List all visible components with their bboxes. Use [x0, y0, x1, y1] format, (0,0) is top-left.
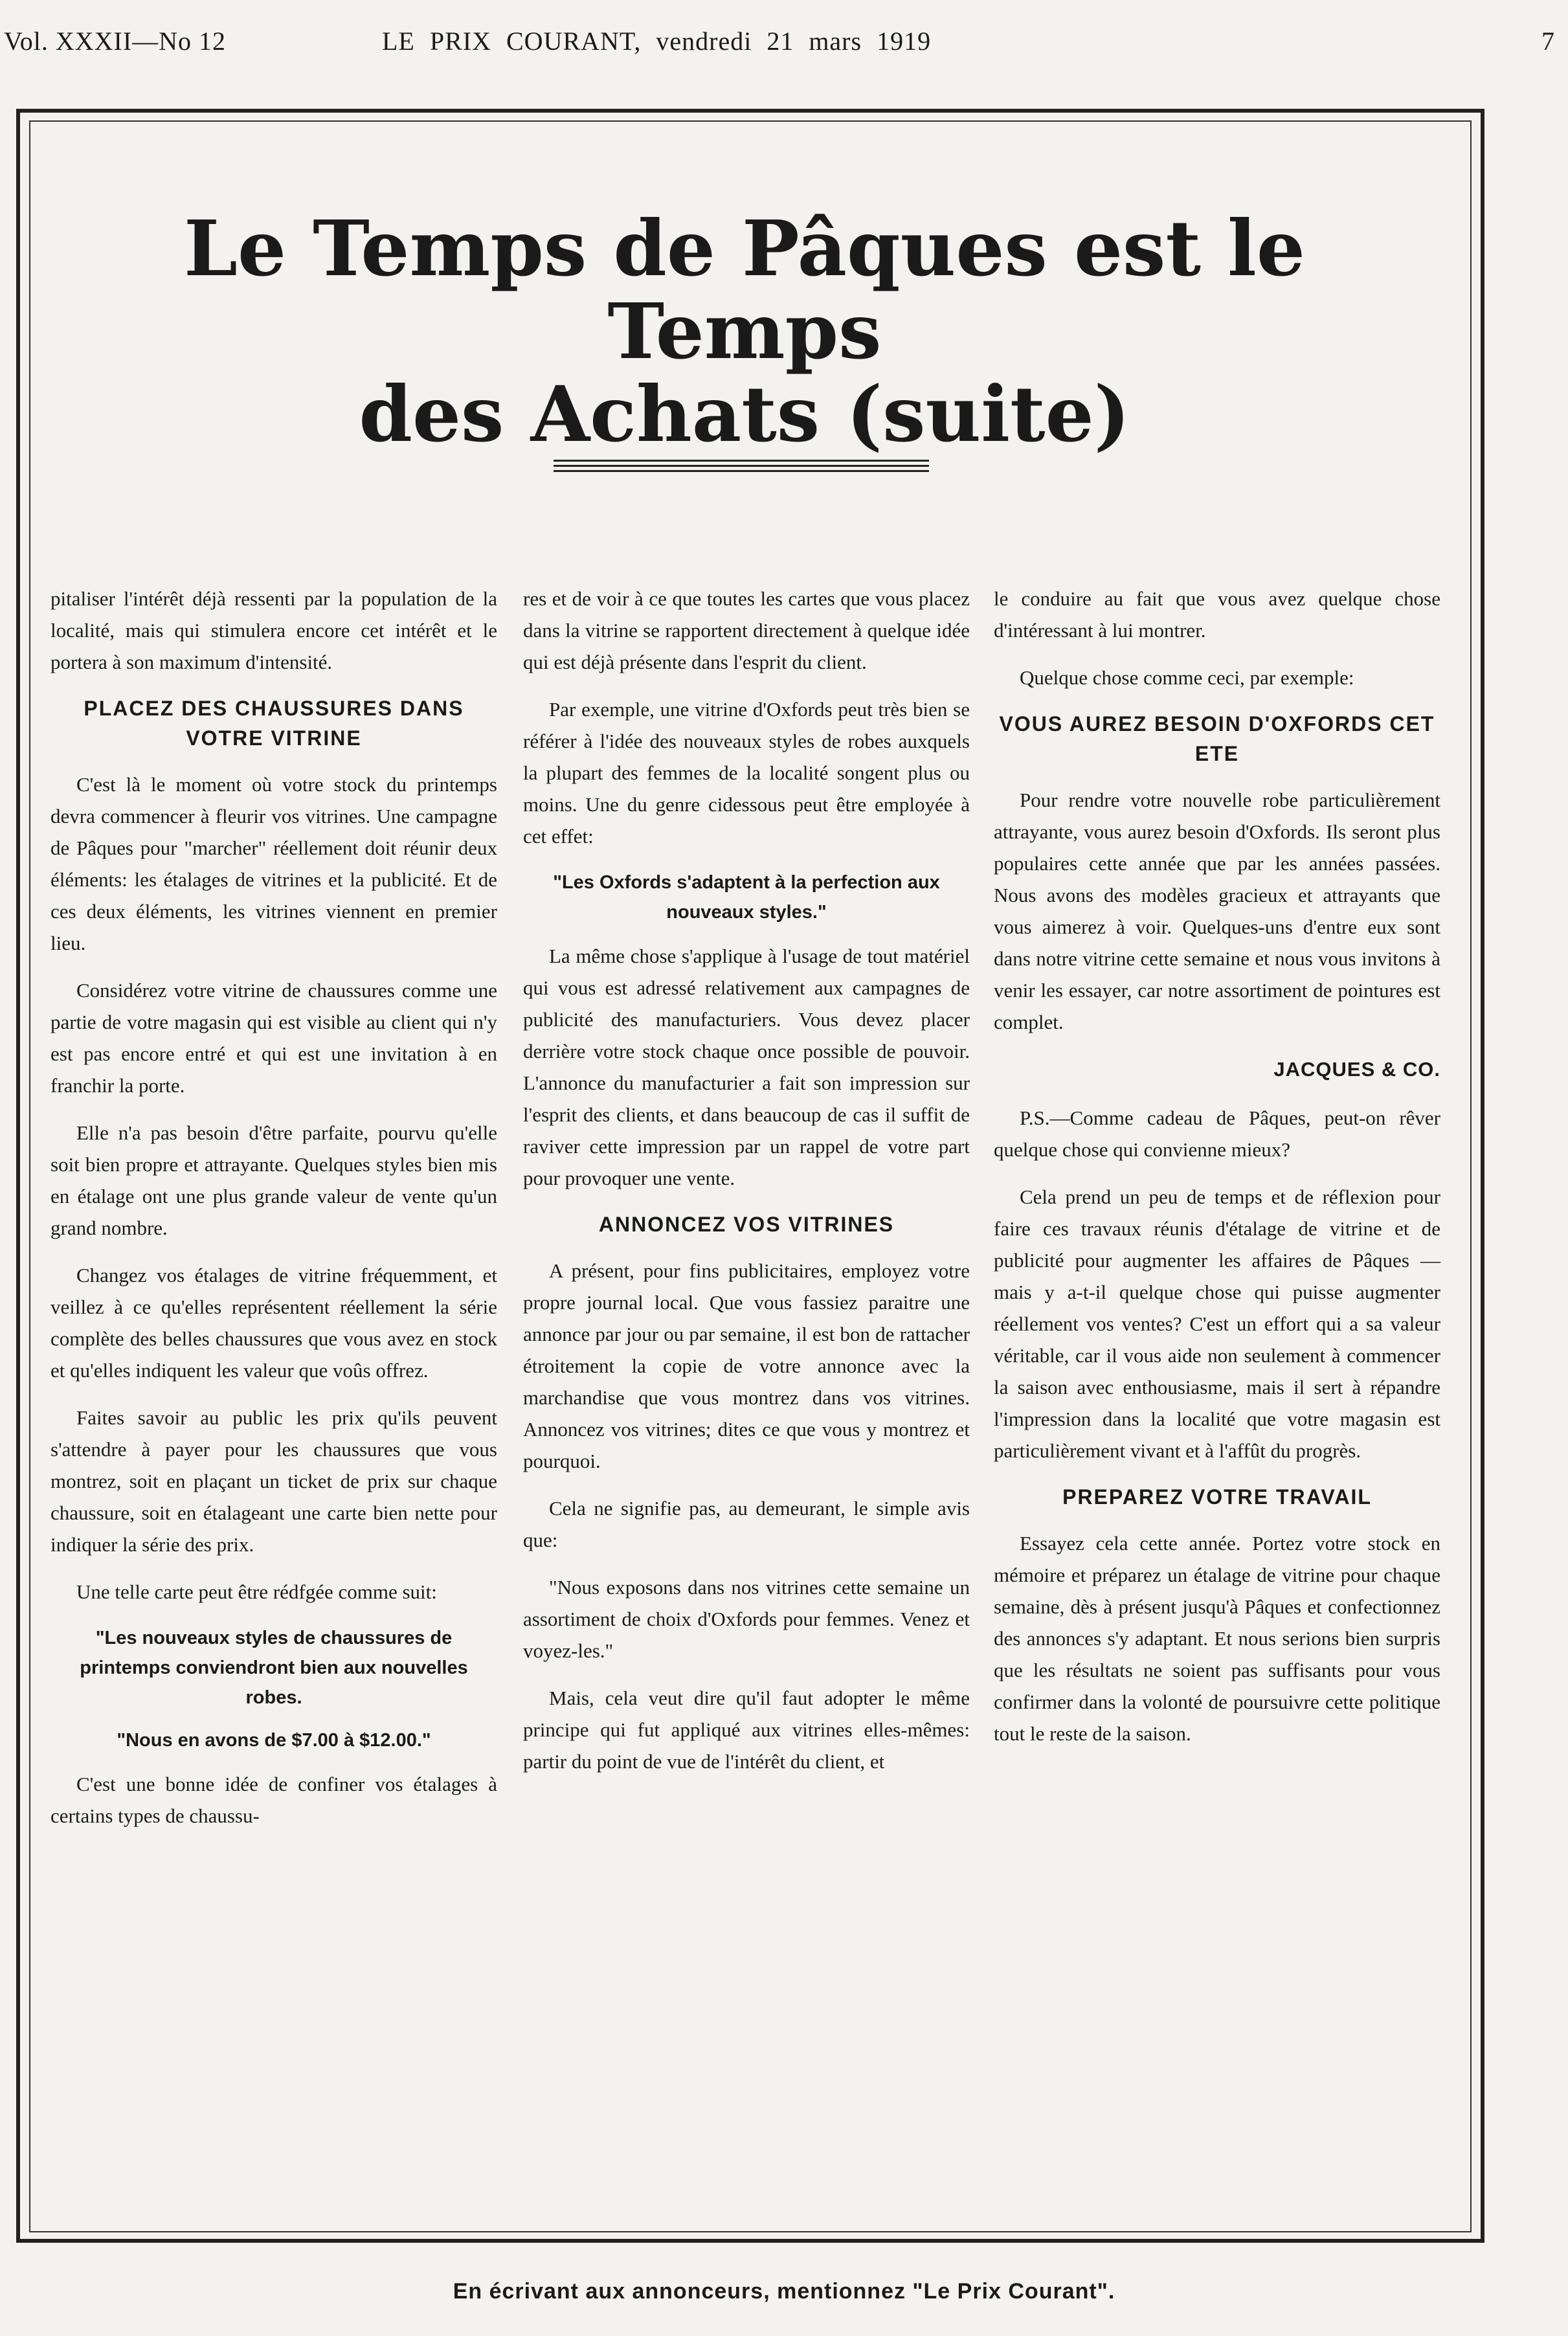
- paragraph: C'est là le moment où votre stock du printemps devra commencer à fleurir vos vitrines. Une campagne de Pâques pour "marcher" réellement doit réunir deux éléments: les étalages de vitrines et la publicité. Et de ces deux éléments, les vitrines viennent en premier lieu.: [50, 773, 497, 954]
- paragraph: pitaliser l'intérêt déjà ressenti par la population de la localité, mais qui stimulera encore cet intérêt et le portera à son maximum d'intensité.: [50, 587, 497, 673]
- paragraph: Pour rendre votre nouvelle robe particulièrement attrayante, vous aurez besoin d'Oxfords. Ils seront plus populaires cette année que par les années passées. Nous avons des modèles gracieux et attrayants que vous aimerez à voir. Quelques-uns d'entre eux sont dans notre vitrine cette semaine et nous vous invitons à venir les essayer, car notre assortiment de pointures est complet.: [994, 789, 1440, 1033]
- section-heading: VOUS AUREZ BESOIN D'OXFORDS CET ETE: [999, 712, 1435, 765]
- section-heading: PREPAREZ VOTRE TRAVAIL: [1062, 1485, 1372, 1509]
- paragraph: La même chose s'applique à l'usage de tout matériel qui vous est adressé relativement aux campagnes de publicité des manufacturiers. Vous devez placer derrière votre stock chaque once possible de pouvoir. L'annonce du manufacturier a fait son impression sur l'esprit des clients, et dans beaucoup de cas il suffit de raviver cette impression par un rappel de votre part pour provoquer une vente.: [523, 945, 970, 1189]
- paragraph: Quelque chose comme ceci, par exemple:: [1020, 666, 1354, 689]
- paragraph: "Nous exposons dans nos vitrines cette semaine un assortiment de choix d'Oxfords pour femmes. Venez et voyez-les.": [523, 1576, 970, 1662]
- page-number: 7: [1541, 27, 1555, 56]
- quoted-card-text: "Les nouveaux styles de chaussures de printemps conviendront bien aux nouvelles robes.: [80, 1628, 468, 1708]
- column-3: [994, 583, 1440, 1765]
- paragraph: P.S.—Comme cadeau de Pâques, peut-on rêver quelque chose qui convienne mieux?: [994, 1106, 1440, 1161]
- paragraph: Par exemple, une vitrine d'Oxfords peut très bien se référer à l'idée des nouveaux styles de robes auxquels la plupart des femmes de la localité songent plus ou moins. Une du genre cidessous peut être employée à cet effet:: [523, 698, 970, 848]
- paragraph: Considérez votre vitrine de chaussures comme une partie de votre magasin qui est visible au client qui n'y est pas encore entré et qui est une invitation à en franchir la porte.: [50, 979, 497, 1097]
- article-headline: [129, 203, 1360, 459]
- running-header: [0, 26, 1568, 65]
- paragraph: Mais, cela veut dire qu'il faut adopter le même principe qui fut appliqué aux vitrines elles-mêmes: partir du point de vue de l'intérêt du client, et: [523, 1687, 970, 1773]
- section-heading: PLACEZ DES CHAUSSURES DANS VOTRE VITRINE: [84, 697, 464, 750]
- quoted-card-text: "Nous en avons de $7.00 à $12.00.": [117, 1730, 431, 1751]
- signature: JACQUES & CO.: [1273, 1058, 1440, 1081]
- paragraph: Une telle carte peut être rédfgée comme suit:: [76, 1580, 437, 1603]
- headline-line-1: Le Temps de Pâques est le Temps: [184, 203, 1305, 376]
- paragraph: le conduire au fait que vous avez quelque chose d'intéressant à lui montrer.: [994, 587, 1440, 642]
- paragraph: A présent, pour fins publicitaires, employez votre propre journal local. Que vous fassiez paraitre une annonce par jour ou par semaine, il est bon de rattacher étroitement la copie de votre annonce avec la marchandise que vous montrez dans vos vitrines. Annoncez vos vitrines; dites ce que vous y montrez et pourquoi.: [523, 1259, 970, 1472]
- decorative-rule: [554, 460, 929, 477]
- column-1: [50, 583, 497, 1847]
- paragraph: Elle n'a pas besoin d'être parfaite, pourvu qu'elle soit bien propre et attrayante. Quelques styles bien mis en étalage ont une plus grande valeur de vente qu'un grand nombre.: [50, 1121, 497, 1239]
- headline-line-2: des Achats (suite): [359, 369, 1130, 459]
- quoted-card-text: "Les Oxfords s'adaptent à la perfection aux nouveaux styles.": [553, 872, 940, 923]
- paragraph: res et de voir à ce que toutes les cartes que vous placez dans la vitrine se rapportent directement à quelque idée qui est déjà présente dans l'esprit du client.: [523, 587, 970, 673]
- paragraph: Cela prend un peu de temps et de réflexion pour faire ces travaux réunis d'étalage de vitrine et de publicité pour augmenter les affaires de Pâques — mais y a-t-il quelque chose qui puisse augmenter réellement vos ventes? C'est un effort qui a sa valeur véritable, car il vous aide non seulement à commencer la saison avec enthousiasme, mais il sert à répandre l'impression dans la localité que votre magasin est particulièrement vivant et à l'affût du progrès.: [994, 1185, 1440, 1462]
- paragraph: Changez vos étalages de vitrine fréquemment, et veillez à ce qu'elles représentent réellement la série complète des belles chaussures que vous avez en stock et qu'elles indiquent les valeur que voûs offrez.: [50, 1264, 497, 1382]
- paragraph: Faites savoir au public les prix qu'ils peuvent s'attendre à payer pour les chaussures que vous montrez, soit en plaçant un ticket de prix sur chaque chaussure, soit en étalageant une carte bien nette pour indiquer la série des prix.: [50, 1406, 497, 1556]
- column-2: [523, 583, 970, 1793]
- footer-note: En écrivant aux annonceurs, mentionnez "Le Prix Courant".: [453, 2279, 1115, 2304]
- volume-number: Vol. XXXII—No 12: [4, 27, 227, 56]
- paragraph: C'est une bonne idée de confiner vos étalages à certains types de chaussu-: [50, 1773, 497, 1827]
- paragraph: Cela ne signifie pas, au demeurant, le simple avis que:: [523, 1497, 970, 1551]
- paragraph: Essayez cela cette année. Portez votre stock en mémoire et préparez un étalage de vitrine pour chaque semaine, dès à présent jusqu'à Pâques et confectionnez des annonces s'y adaptant. Et nous serions bien surpris que les résultats ne soient pas suffisants pour vous confirmer dans la volonté de poursuivre cette politique tout le reste de la saison.: [994, 1532, 1440, 1745]
- publication-title-date: LE PRIX COURANT, vendredi 21 mars 1919: [382, 27, 932, 56]
- section-heading: ANNONCEZ VOS VITRINES: [598, 1213, 895, 1236]
